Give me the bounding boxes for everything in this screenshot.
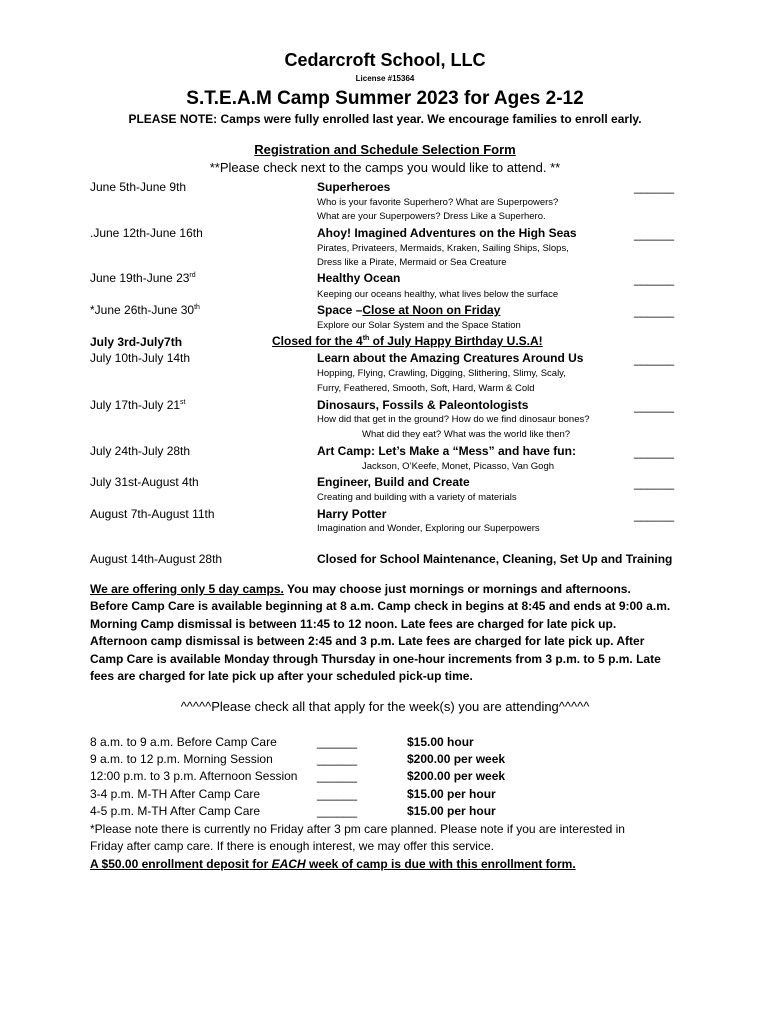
camp-checkbox-blank[interactable]: ______ <box>634 399 675 413</box>
rate-label: 3-4 p.m. M-TH After Camp Care <box>90 787 261 801</box>
camp-description: What did they eat? What was the world like then? <box>362 429 571 440</box>
week-dates: July 24th-July 28th <box>90 444 191 458</box>
rate-label: 8 a.m. to 9 a.m. Before Camp Care <box>90 735 277 749</box>
camp-checkbox-blank[interactable]: ______ <box>634 445 675 459</box>
closed-holiday-note: Closed for the 4th of July Happy Birthday U.S.A! <box>272 334 543 348</box>
camp-checkbox-blank[interactable]: ______ <box>634 180 675 194</box>
camp-name: Dinosaurs, Fossils & Paleontologists <box>317 398 529 412</box>
camp-description: Jackson, O’Keefe, Monet, Picasso, Van Gogh <box>362 461 555 472</box>
closed-maintenance-note: Closed for School Maintenance, Cleaning, Set Up and Training <box>317 552 673 566</box>
week-dates: June 19th-June 23rd <box>90 271 196 285</box>
week-dates: July 17th-July 21st <box>90 398 186 412</box>
camp-description: Explore our Solar System and the Space Station <box>317 320 521 331</box>
camp-name: Learn about the Amazing Creatures Around Us <box>317 351 584 365</box>
camp-checkbox-blank[interactable]: ______ <box>634 304 675 318</box>
camp-description: Creating and building with a variety of materials <box>317 492 517 503</box>
rate-checkbox-blank[interactable]: ______ <box>317 787 358 801</box>
week-dates: *June 26th-June 30th <box>90 303 200 317</box>
camp-description: Hopping, Flying, Crawling, Digging, Slithering, Slimy, Scaly, <box>317 368 566 379</box>
camp-checkbox-blank[interactable]: ______ <box>634 272 675 286</box>
camp-description: Pirates, Privateers, Mermaids, Kraken, Sailing Ships, Slops, <box>317 243 569 254</box>
camp-description: Furry, Feathered, Smooth, Soft, Hard, Warm & Cold <box>317 383 535 394</box>
week-dates: July 3rd-July7th <box>90 335 183 349</box>
camp-description: Keeping our oceans healthy, what lives below the surface <box>317 289 559 300</box>
five-day-camps-note: We are offering only 5 day camps. <box>90 582 284 596</box>
rate-checkbox-blank[interactable]: ______ <box>317 769 358 783</box>
rate-price: $15.00 hour <box>407 735 474 749</box>
week-dates: July 10th-July 14th <box>90 351 191 365</box>
camp-name: Harry Potter <box>317 507 387 521</box>
camp-name: Healthy Ocean <box>317 271 401 285</box>
week-dates: July 31st-August 4th <box>90 475 199 489</box>
camp-info-paragraph: We are offering only 5 day camps. You may choose just mornings or mornings and afternoons. Before Camp Care is available beginning at 8 a.m. Camp check in begins at 8:45 and ends at 9:00 a.m. Morning Camp dismissal is between 11:45 to 12 noon. Late fees are charged for late pick up. Afternoon camp dismissal is between 2:45 and 3 p.m. Late fees are charged for late pick up. After Camp Care is available Monday through Thursday in one-hour increments from 3 p.m. to 5 p.m. Late fees are charged for late pick up after your scheduled pick-up time. <box>90 582 671 684</box>
rate-label: 12:00 p.m. to 3 p.m. Afternoon Session <box>90 769 298 783</box>
camp-description: Imagination and Wonder, Exploring our Superpowers <box>317 523 540 534</box>
rate-checkbox-blank[interactable]: ______ <box>317 752 358 766</box>
rate-checkbox-blank[interactable]: ______ <box>317 804 358 818</box>
enrollment-note: PLEASE NOTE: Camps were fully enrolled last year. We encourage families to enroll early. <box>128 112 642 126</box>
camp-name: Ahoy! Imagined Adventures on the High Seas <box>317 226 577 240</box>
rate-price: $15.00 per hour <box>407 787 496 801</box>
noon-close-note: Close at Noon on Friday <box>362 303 501 317</box>
rate-price: $15.00 per hour <box>407 804 496 818</box>
rate-price: $200.00 per week <box>407 769 506 783</box>
rate-checkbox-blank[interactable]: ______ <box>317 735 358 749</box>
camp-checkbox-blank[interactable]: ______ <box>634 508 675 522</box>
camp-title: S.T.E.A.M Camp Summer 2023 for Ages 2-12 <box>186 88 584 109</box>
camp-description: How did that get in the ground? How do we find dinosaur bones? <box>317 414 590 425</box>
week-dates: June 5th-June 9th <box>90 180 187 194</box>
check-prompt: ^^^^^Please check all that apply for the week(s) you are attending^^^^^ <box>180 699 590 714</box>
friday-care-note: *Please note there is currently no Friday after 3 pm care planned. Please note if you are interested in Friday after camp care. If there is enough interest, we may offer this service. A $50.00 enrollment deposit for EACH week of camp is due with this enrollment form. <box>90 821 625 873</box>
form-heading: Registration and Schedule Selection Form <box>254 142 516 157</box>
camp-name: Engineer, Build and Create <box>317 475 470 489</box>
rate-label: 9 a.m. to 12 p.m. Morning Session <box>90 752 273 766</box>
camp-checkbox-blank[interactable]: ______ <box>634 227 675 241</box>
camp-checkbox-blank[interactable]: ______ <box>634 476 675 490</box>
week-dates: .June 12th-June 16th <box>90 226 203 240</box>
camp-description: Who is your favorite Superhero? What are Superpowers? <box>317 197 559 208</box>
rate-price: $200.00 per week <box>407 752 506 766</box>
week-dates: August 7th-August 11th <box>90 507 215 521</box>
camp-description: Dress like a Pirate, Mermaid or Sea Creature <box>317 257 507 268</box>
camp-checkbox-blank[interactable]: ______ <box>634 352 675 366</box>
license-number: License #15364 <box>355 74 415 83</box>
camp-name: Superheroes <box>317 180 391 194</box>
rate-label: 4-5 p.m. M-TH After Camp Care <box>90 804 261 818</box>
camp-description: What are your Superpowers? Dress Like a Superhero. <box>317 211 546 222</box>
camp-name: Art Camp: Let’s Make a “Mess” and have fun: <box>317 444 576 458</box>
form-instruction: **Please check next to the camps you would like to attend. ** <box>209 160 561 175</box>
camp-name: Space –Close at Noon on Friday <box>317 303 501 317</box>
deposit-note: A $50.00 enrollment deposit for EACH week of camp is due with this enrollment form. <box>90 856 576 871</box>
school-name: Cedarcroft School, LLC <box>284 50 486 70</box>
week-dates: August 14th-August 28th <box>90 552 223 566</box>
